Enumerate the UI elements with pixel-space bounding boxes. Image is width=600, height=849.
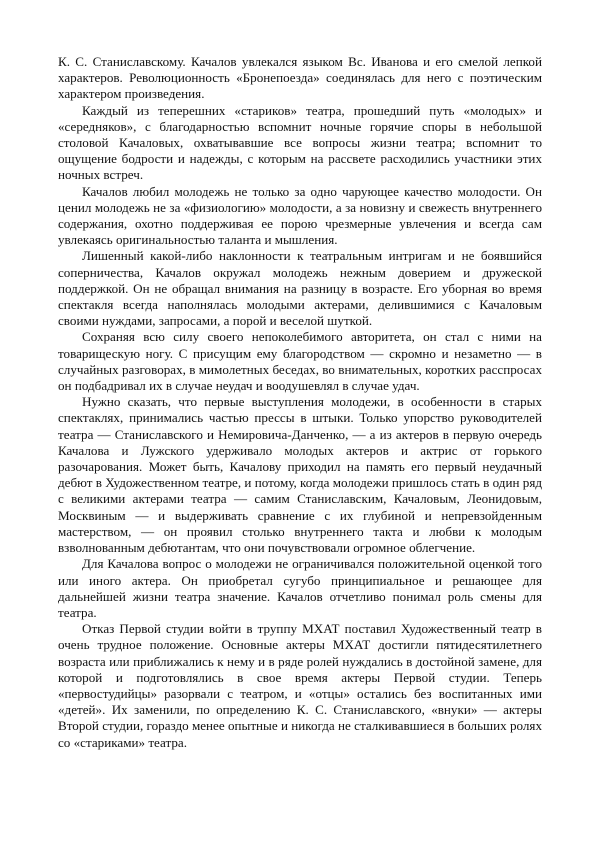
- paragraph: Лишенный какой-либо наклонности к театральным интригам и не боявшийся соперничества, Качалов окружал молодежь нежным доверием и дружеской поддержкой. Он не обращал внимания на разницу в возрасте. Его уборная во время спектакля всегда наполнялась молодыми актерами, делившимися с Качаловым своими нуждами, запросами, а порой и веселой шуткой.: [58, 248, 542, 329]
- paragraph-continuation: К. С. Станиславскому. Качалов увлекался языком Вс. Иванова и его смелой лепкой характеров. Революционность «Бронепоезда» соединялась для него с поэтическим характером произведения.: [58, 54, 542, 102]
- paragraph: Каждый из теперешних «стариков» театра, прошедший путь «молодых» и «середняков», с благодарностью вспомнит ночные горячие споры в небольшой столовой Качаловых, охватывавшие все вопросы жизни театра; вспомнит то ощущение бодрости и надежды, с которым на рассвете расходились участники этих ночных встреч.: [58, 102, 542, 183]
- paragraph: Качалов любил молодежь не только за одно чарующее качество молодости. Он ценил молодежь не за «физиологию» молодости, а за новизну и свежесть внутреннего содержания, охотно поддерживая ее порою чрезмерные увлечения и всегда сам увлекаясь оригинальностью таланта и мышления.: [58, 183, 542, 248]
- document-page: [58, 54, 542, 751]
- paragraph: Нужно сказать, что первые выступления молодежи, в особенности в старых спектаклях, принимались частью прессы в штыки. Только упорство руководителей театра — Станиславского и Немировича-Данченко, — а из актеров в первую очередь Качалова и Лужского удерживало молодых актеров и актрис от горького разочарования. Может быть, Качалову приходил на память его первый неудачный дебют в Художественном театре, и потому, когда молодежи пришлось стать в один ряд с великими актерами театра — самим Станиславским, Качаловым, Леонидовым, Москвиным — и выдерживать сравнение с их глубиной и непревзойденным мастерством, — он проявил столько внутреннего такта и любви к молодым взволнованным дебютантам, что они почувствовали огромное облегчение.: [58, 394, 542, 556]
- paragraph: Сохраняя всю силу своего непоколебимого авторитета, он стал с ними на товарищескую ногу. С присущим ему благородством — скромно и незаметно — в случайных разговорах, в мимолетных беседах, во внимательных, коротких расспросах он подбадривал их в случае неудач и воодушевлял в случае удач.: [58, 329, 542, 394]
- paragraph: Для Качалова вопрос о молодежи не ограничивался положительной оценкой того или иного актера. Он приобретал сугубо принципиальное и решающее для дальнейшей жизни театра значение. Качалов отчетливо понимал роль смены для театра.: [58, 556, 542, 620]
- paragraph: Отказ Первой студии войти в труппу МХАТ поставил Художественный театр в очень трудное положение. Основные актеры МХАТ достигли пятидесятилетнего возраста или приближались к нему и в ряде ролей нуждались в достойной замене, для которой и подготовлялись в свое время актеры Первой студии. Теперь «первостудийцы» разорвали с театром, и «отцы» остались без воспитанных ими «детей». Их заменили, по определению К. С. Станиславского, «внуки» — актеры Второй студии, гораздо менее опытные и никогда не сталкивавшиеся в больших ролях со «стариками» театра.: [58, 621, 542, 750]
